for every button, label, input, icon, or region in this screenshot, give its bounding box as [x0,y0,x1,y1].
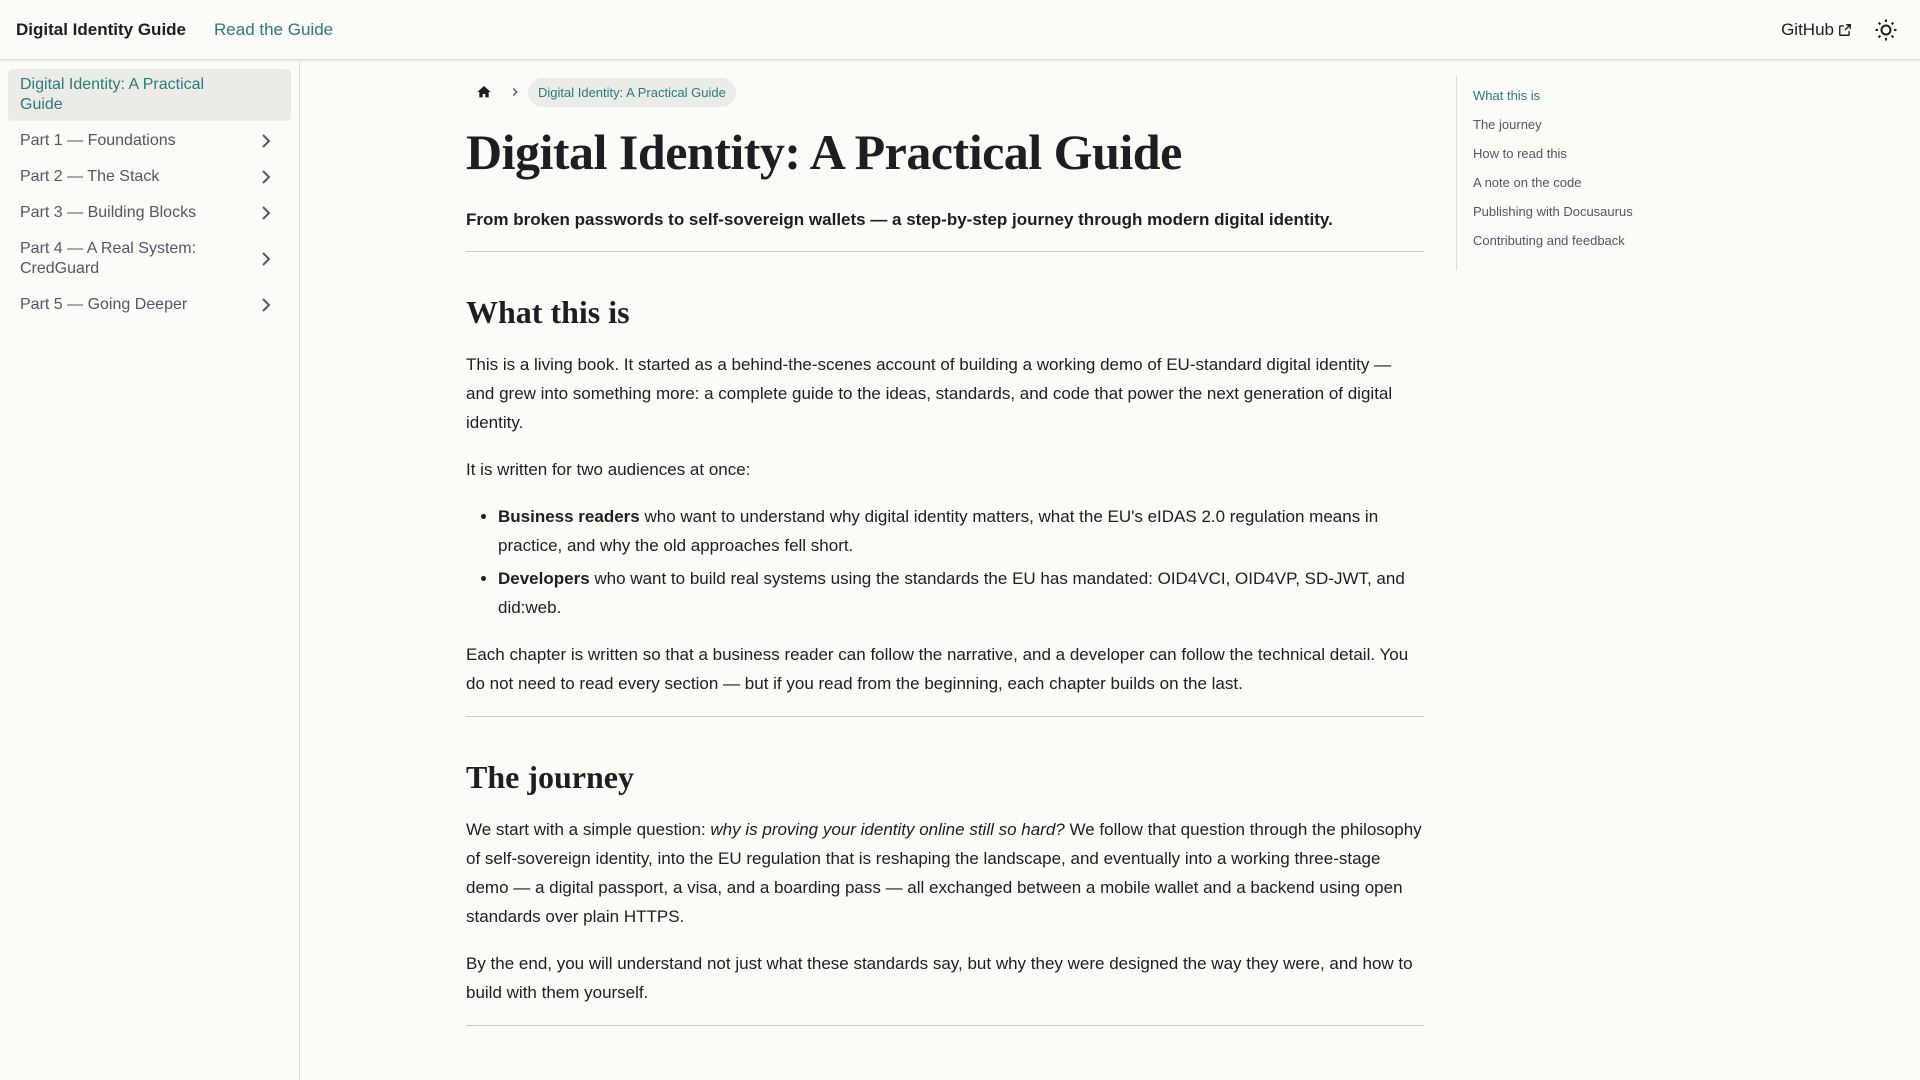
divider [466,1025,1424,1026]
sidebar-item-part-3[interactable] [8,197,291,229]
chevron-right-icon[interactable] [257,168,275,186]
paragraph [466,815,1424,931]
github-label: GitHub [1781,19,1834,39]
page-subtitle: From broken passwords to self-sovereign wallets — a step-by-step journey through modern digital identity. [466,209,1333,229]
list-item [498,564,1424,622]
sidebar-item-label: Part 3 — Building Blocks [20,204,197,221]
toc-item-note-on-code[interactable]: A note on the code [1473,175,1582,190]
github-link[interactable] [1781,20,1852,40]
divider [466,251,1424,252]
sidebar-item-part-2[interactable] [8,161,291,193]
sidebar-item-label: Part 2 — The Stack [20,168,160,185]
chevron-right-icon [508,85,522,99]
breadcrumb [466,77,1424,107]
list-item [498,502,1424,560]
sidebar-item-label: Digital Identity: A Practical Guide [20,76,205,113]
sidebar-item-intro[interactable] [8,69,291,121]
paragraph: By the end, you will understand not just what these standards say, but why they were designed the way they were, and how to build with them yourself. [466,953,1413,1002]
chevron-right-icon[interactable] [257,132,275,150]
section-heading-what-this-is: What this is [466,293,630,330]
main-content [466,61,1424,1026]
sidebar-item-part-1[interactable] [8,125,291,157]
sidebar-item-part-5[interactable] [8,289,291,321]
theme-toggle-button[interactable] [1868,12,1904,48]
sun-icon [1874,18,1898,42]
list-item-bold: Developers [498,568,590,588]
sidebar-item-label: Part 4 — A Real System: CredGuard [20,240,197,277]
sidebar-item-label: Part 1 — Foundations [20,132,176,149]
divider [466,716,1424,717]
sidebar-item-part-4[interactable] [8,233,291,285]
breadcrumb-home[interactable] [466,77,502,107]
toc-item-how-to-read[interactable]: How to read this [1473,146,1567,161]
read-guide-link[interactable]: Read the Guide [214,19,334,39]
list-item-text: who want to build real systems using the standards the EU has mandated: OID4VCI, OID4VP, SD-JWT, and did:web. [498,568,1405,617]
navbar [0,0,1920,60]
list-item-bold: Business readers [498,506,640,526]
chevron-right-icon[interactable] [257,250,275,268]
chevron-right-icon[interactable] [257,296,275,314]
sidebar-item-label: Part 5 — Going Deeper [20,296,188,313]
list-item-text: who want to understand why digital identity matters, what the EU's eIDAS 2.0 regulation means in practice, and why the old approaches fell short. [498,506,1379,555]
external-link-icon [1838,23,1852,37]
audience-list [466,502,1424,622]
site-brand[interactable]: Digital Identity Guide [16,19,187,39]
navbar-right [1781,12,1904,48]
toc-item-contributing[interactable]: Contributing and feedback [1473,233,1625,248]
emphasis-text: why is proving your identity online still so hard? [710,819,1065,839]
section-heading-the-journey: The journey [466,758,634,795]
paragraph: This is a living book. It started as a behind-the-scenes account of building a working demo of EU-standard digital identity — and grew into something more: a complete guide to the ideas, standards, and code that power the next generation of digital identity. [466,354,1393,432]
sidebar [0,61,300,1080]
home-icon [476,84,492,100]
paragraph: Each chapter is written so that a business reader can follow the narrative, and a developer can follow the technical detail. You do not need to read every section — but if you read from the beginning, each chapter builds on the last. [466,644,1409,693]
paragraph: It is written for two audiences at once: [466,459,751,479]
text-run: We follow that question through the philosophy of self-sovereign identity, into the EU regulation that is reshaping the landscape, and eventually into a working three-stage demo — a digital passport, a visa, and a boarding pass — all exchanged between a mobile wallet and a backend using open standards over plain HTTPS. [466,819,1422,926]
breadcrumb-current: Digital Identity: A Practical Guide [528,78,736,107]
chevron-right-icon[interactable] [257,204,275,222]
toc-item-the-journey[interactable]: The journey [1473,117,1542,132]
page-title: Digital Identity: A Practical Guide [466,124,1182,180]
toc-item-publishing[interactable]: Publishing with Docusaurus [1473,204,1633,219]
text-run: We start with a simple question: [466,819,711,839]
table-of-contents [1456,76,1696,270]
toc-item-what-this-is[interactable]: What this is [1473,88,1541,103]
